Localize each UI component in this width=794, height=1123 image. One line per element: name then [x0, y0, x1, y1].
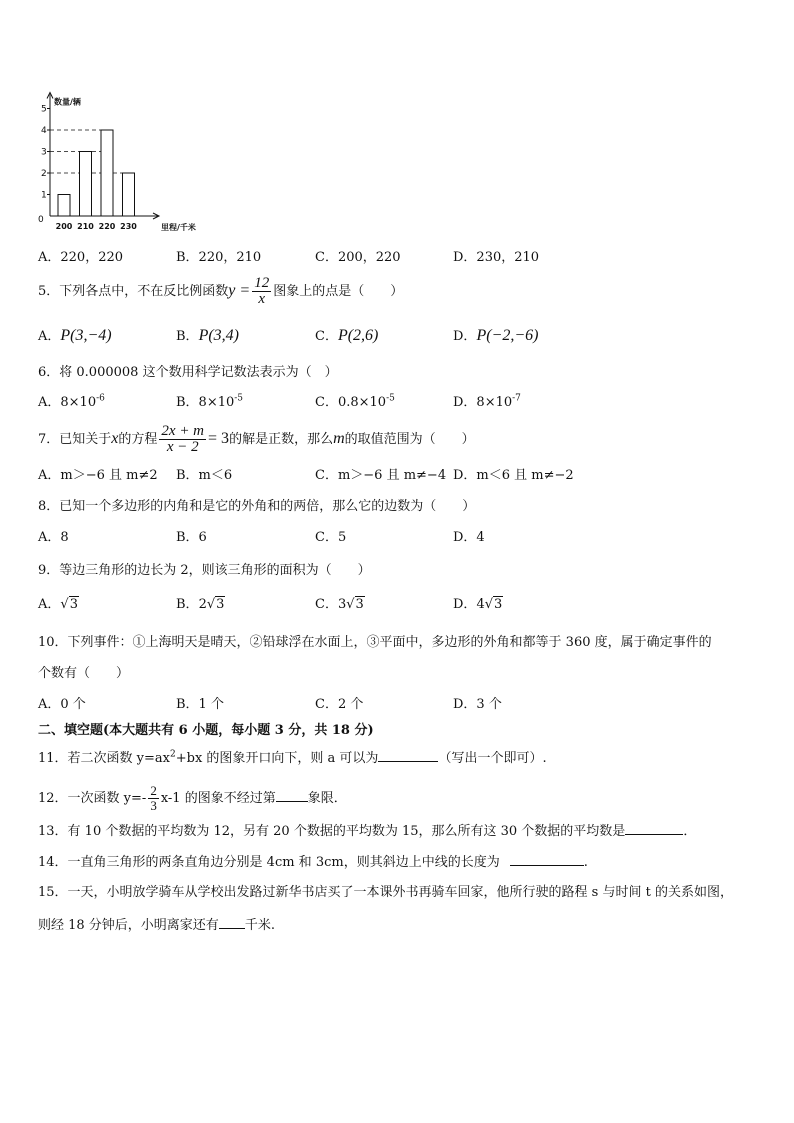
q6-stem: 6．将 0.000008 这个数用科学记数法表示为（ ） [38, 365, 338, 380]
q11-pre: 11．若二次函数 y=ax [38, 751, 170, 766]
q12-answer-blank[interactable] [276, 789, 308, 802]
q5-option-d[interactable] [453, 327, 538, 346]
x-tick-label: 230 [120, 222, 137, 231]
q7-stem-pre: 7．已知关于 [38, 432, 112, 447]
y-tick-label: 2 [41, 169, 47, 179]
x-tick-label: 220 [98, 222, 116, 231]
q7-option-c[interactable]: C．m＞−6 且 m≠−4 [315, 468, 447, 483]
y-tick-label: 3 [41, 147, 47, 158]
q7-stem-mid: 的方程 [118, 432, 158, 447]
q4-option-a[interactable]: A．220，220 [38, 250, 124, 265]
q13 [38, 822, 696, 841]
q13-answer-blank[interactable] [625, 822, 683, 835]
q9-b-label: B． [176, 597, 199, 612]
q10-stem-line2: 个数有（ ） [38, 666, 130, 681]
q7-fraction [159, 424, 206, 455]
q12-mid: x-1 的图象不经过第 [160, 791, 276, 806]
q9-stem: 9．等边三角形的边长为 2，则该三角形的面积为（ ） [38, 563, 371, 578]
q6-option-a[interactable] [38, 394, 105, 412]
q15-pre: 则经 18 分钟后，小明离家还有 [38, 918, 219, 933]
q8-option-b[interactable]: B．6 [176, 530, 207, 545]
q9-d-label: D． [453, 597, 477, 612]
bar [80, 152, 92, 217]
y-tick-label: 0 [38, 215, 44, 225]
bar [58, 195, 70, 217]
q8-option-c[interactable]: C．5 [315, 530, 347, 545]
q5-b-point: P(3,4) [198, 327, 239, 344]
q14-pre: 14．一直角三角形的两条直角边分别是 4cm 和 3cm，则其斜边上中线的长度为 [38, 855, 500, 870]
q7-equals: = 3 [208, 430, 230, 447]
q6-a-base: A．8×10 [38, 395, 97, 410]
bar [123, 173, 135, 216]
q12-pre: 12．一次函数 y=- [38, 791, 147, 806]
q9-b-sqrt: √3 [206, 597, 225, 612]
q5-option-b[interactable] [176, 327, 239, 346]
q6-option-c[interactable] [315, 394, 395, 412]
q8-stem: 8．已知一个多边形的内角和是它的外角和的两倍，那么它的边数为（ ） [38, 499, 476, 514]
q8-option-d[interactable]: D．4 [453, 530, 485, 545]
q5-c-point: P(2,6) [337, 327, 379, 344]
q5-option-c[interactable] [315, 327, 378, 346]
q9-c-sqrt: √3 [346, 597, 364, 612]
q9-d-sqrt: √3 [484, 597, 503, 612]
q15-post: 千米. [244, 918, 275, 933]
q5-fraction-num: 12 [254, 275, 270, 291]
q7-option-d[interactable]: D．m＜6 且 m≠−2 [453, 468, 574, 483]
q15-answer-blank[interactable] [219, 916, 245, 929]
q4-option-c[interactable]: C．200，220 [315, 250, 401, 265]
q7-fraction-num: 2x + m [161, 423, 205, 439]
q12-fraction [148, 784, 159, 813]
q9-a-label: A． [38, 597, 61, 612]
q15-line2 [38, 916, 275, 935]
q9-a-radicand: 3 [69, 597, 78, 612]
y-axis-label: 数量/辆 [54, 97, 81, 107]
q5-fraction-den: x [258, 291, 266, 307]
x-tick-label: 210 [77, 222, 94, 231]
q6-option-b[interactable] [176, 394, 243, 412]
q9-b-radicand: 3 [216, 597, 225, 612]
q9-c-coef: 3 [337, 597, 347, 612]
q4-option-d[interactable]: D．230，210 [453, 250, 540, 265]
q13-pre: 13．有 10 个数据的平均数为 12，另有 20 个数据的平均数为 15，那么所有这 30 个数据的平均数是 [38, 824, 626, 839]
q5-stem-pre: 5．下列各点中，不在反比例函数 [38, 284, 229, 299]
q9-c-radicand: 3 [355, 597, 364, 612]
q6-c-exp: -5 [386, 393, 395, 404]
q12 [38, 784, 347, 813]
q5-c-label: C． [315, 329, 338, 344]
q7-fraction-den: x − 2 [166, 439, 199, 455]
y-tick-label: 5 [41, 104, 47, 115]
q5-a-label: A． [38, 329, 61, 344]
q6-b-base: B．8×10 [176, 395, 235, 410]
q7-var-m: m [333, 430, 345, 447]
q6-d-base: D．8×10 [453, 395, 513, 410]
q7-stem-end: 的取值范围为（ ） [344, 432, 475, 447]
q15-line1: 15．一天，小明放学骑车从学校出发路过新华书店买了一本课外书再骑车回家，他所行驶的路程 s 与时间 t 的关系如图， [38, 885, 733, 900]
q10-option-a[interactable]: A．0 个 [38, 697, 86, 712]
q5-stem [38, 276, 403, 307]
q9-b-coef: 2 [198, 597, 207, 612]
q8-option-a[interactable]: A．8 [38, 530, 69, 545]
q9-d-radicand: 3 [494, 597, 503, 612]
q9-option-d[interactable] [453, 596, 503, 614]
q9-option-a[interactable] [38, 596, 79, 614]
q11-mid: +bx 的图象开口向下，则 a 可以为 [175, 751, 379, 766]
q12-post: 象限． [307, 791, 347, 806]
q6-a-exp: -6 [96, 393, 105, 404]
q5-d-point: P(−2,−6) [476, 327, 539, 344]
q14-post: . [583, 855, 588, 870]
mileage-bar-chart [30, 84, 230, 234]
q6-d-exp: -7 [512, 393, 521, 404]
q10-stem-line1: 10．下列事件：①上海明天是晴天，②铅球浮在水面上，③平面中，多边形的外角和都等于 360 度，属于确定事件的 [38, 635, 712, 650]
q7-stem [38, 424, 475, 455]
q14-answer-blank[interactable] [510, 853, 584, 866]
section-fill-in-heading: 二、填空题(本大题共有 6 小题，每小题 3 分，共 18 分) [38, 723, 374, 738]
bar [101, 130, 113, 216]
q14 [38, 853, 588, 872]
q5-option-a[interactable] [38, 327, 112, 346]
q11-sup: 2 [170, 749, 176, 760]
q5-a-point: P(3,−4) [60, 327, 112, 344]
q9-d-coef: 4 [476, 597, 485, 612]
q12-fraction-num: 2 [150, 783, 157, 798]
q9-c-label: C． [315, 597, 338, 612]
q6-option-d[interactable] [453, 394, 521, 412]
q9-a-sqrt: √3 [60, 597, 78, 612]
q10-option-b[interactable]: B．1 个 [176, 697, 224, 712]
q11-post: （写出一个即可）. [438, 751, 547, 766]
q7-option-a[interactable]: A．m＞−6 且 m≠2 [38, 468, 158, 483]
q10-option-c[interactable]: C．2 个 [315, 697, 364, 712]
q11 [38, 749, 547, 768]
y-tick-label: 1 [41, 190, 47, 201]
q5-fraction [252, 276, 271, 307]
q7-stem-post: 的解是正数，那么 [229, 432, 334, 447]
q5-stem-post: 图象上的点是（ ） [273, 284, 404, 299]
q9-option-b[interactable] [176, 596, 225, 614]
q6-c-base: C．0.8×10 [315, 395, 387, 410]
q7-var-x: x [111, 430, 119, 447]
q5-d-label: D． [453, 329, 477, 344]
q12-fraction-den: 3 [150, 798, 157, 813]
q5-b-label: B． [176, 329, 199, 344]
q7-option-b[interactable]: B．m＜6 [176, 468, 233, 483]
x-axis-label: 里程/千米 [161, 223, 196, 232]
x-tick-label: 200 [55, 222, 73, 231]
y-tick-label: 4 [41, 126, 47, 136]
q11-answer-blank[interactable] [378, 749, 438, 762]
q4-option-b[interactable]: B．220，210 [176, 250, 262, 265]
q13-post: ． [683, 824, 697, 839]
q10-option-d[interactable]: D．3 个 [453, 697, 502, 712]
q5-func-lhs: y = [228, 282, 251, 299]
q6-b-exp: -5 [234, 393, 244, 404]
q9-option-c[interactable] [315, 596, 365, 614]
